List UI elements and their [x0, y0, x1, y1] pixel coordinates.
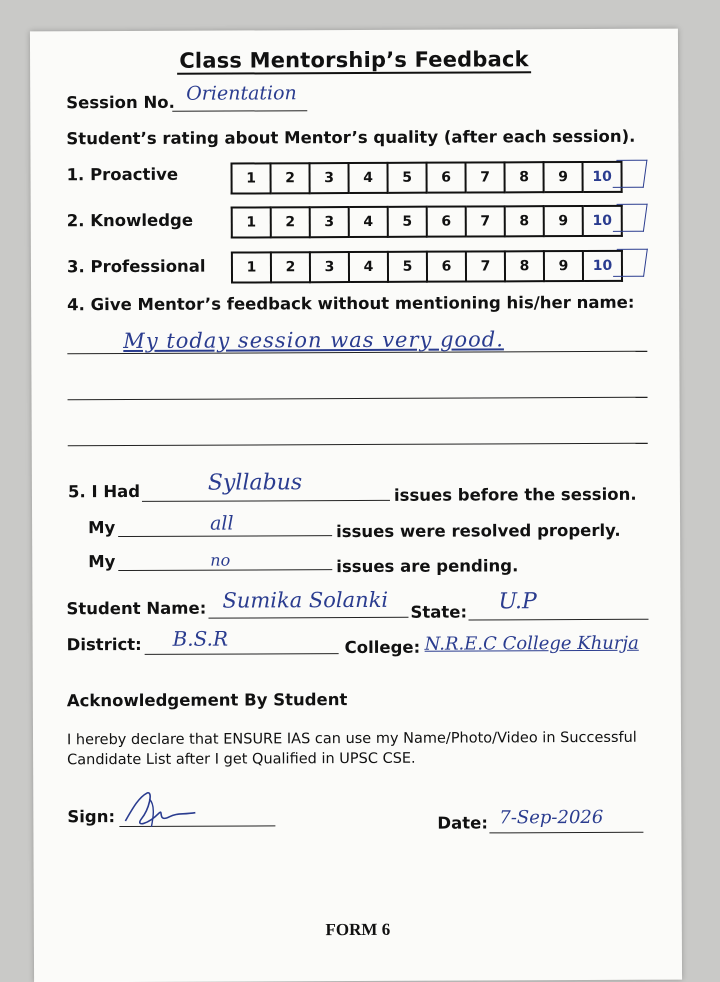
rating-cell-selected[interactable]: 10 — [583, 206, 622, 236]
rating-label-proactive: 1. Proactive — [66, 164, 179, 185]
issues-my1-line — [118, 535, 332, 537]
rating-label-knowledge: 2. Knowledge — [66, 210, 194, 231]
issues-had-line — [142, 500, 390, 502]
rating-cell[interactable]: 8 — [505, 206, 544, 236]
tick-mark-icon — [613, 204, 648, 232]
date-label: Date: — [437, 813, 488, 833]
state-label: State: — [410, 602, 468, 622]
rating-cell[interactable]: 1 — [232, 207, 271, 237]
date-line — [489, 832, 643, 834]
rating-cell[interactable]: 8 — [505, 251, 544, 281]
rating-cell[interactable]: 5 — [388, 207, 427, 237]
rating-cell[interactable]: 7 — [466, 251, 505, 281]
rating-cell[interactable]: 1 — [232, 252, 271, 282]
rating-cell[interactable]: 3 — [310, 163, 349, 193]
rating-cell[interactable]: 6 — [427, 163, 466, 193]
form-number: FORM 6 — [325, 919, 391, 940]
rating-label-professional: 3. Professional — [66, 256, 206, 277]
rating-scale-knowledge — [231, 205, 623, 239]
rating-cell[interactable]: 9 — [544, 162, 583, 192]
rating-scale-proactive — [231, 161, 623, 195]
ack-heading: Acknowledgement By Student — [66, 690, 348, 711]
rating-cell[interactable]: 4 — [349, 252, 388, 282]
college-label: College: — [344, 637, 421, 658]
state-value: U.P — [498, 589, 537, 615]
signature-icon — [119, 787, 199, 835]
rating-heading: Student’s rating about Mentor’s quality (after each session). — [66, 126, 636, 149]
student-name-value: Sumika Solanki — [222, 587, 389, 613]
issues-had-value: Syllabus — [207, 470, 303, 496]
rating-cell[interactable]: 7 — [466, 206, 505, 236]
rating-cell[interactable]: 8 — [505, 162, 544, 192]
rating-cell[interactable]: 2 — [271, 252, 310, 282]
ack-text-line1: I hereby declare that ENSURE IAS can use my Name/Photo/Video in Successful — [66, 729, 637, 749]
feedback-label: 4. Give Mentor’s feedback without mentioning his/her name: — [67, 292, 635, 315]
rating-cell[interactable]: 4 — [349, 207, 388, 237]
rating-cell[interactable]: 3 — [310, 252, 349, 282]
rating-cell[interactable]: 5 — [388, 252, 427, 282]
feedback-line-2 — [68, 397, 648, 401]
ack-text-line2: Candidate List after I get Qualified in UPSC CSE. — [67, 750, 416, 769]
rating-cell-selected[interactable]: 10 — [583, 251, 622, 281]
feedback-value: My today session was very good. — [123, 327, 504, 354]
rating-cell[interactable]: 6 — [427, 207, 466, 237]
session-line — [172, 110, 307, 112]
issues-my1-value: all — [210, 512, 234, 535]
district-value: B.S.R — [172, 626, 229, 651]
rating-scale-professional — [231, 250, 623, 284]
issues-my2-label: My — [88, 552, 116, 572]
form-title: Class Mentorship’s Feedback — [30, 47, 678, 74]
issues-my1-label: My — [88, 518, 116, 538]
rating-cell[interactable]: 5 — [388, 163, 427, 193]
issues-my1-suffix: issues were resolved properly. — [336, 520, 621, 542]
issues-had-suffix: issues before the session. — [393, 484, 637, 505]
district-label: District: — [66, 634, 142, 655]
rating-cell[interactable]: 2 — [271, 163, 310, 193]
session-label: Session No. — [66, 92, 175, 113]
tick-mark-icon — [613, 160, 648, 188]
rating-cell[interactable]: 6 — [427, 252, 466, 282]
session-value: Orientation — [186, 82, 297, 105]
rating-cell[interactable]: 4 — [349, 163, 388, 193]
rating-cell[interactable]: 3 — [310, 207, 349, 237]
rating-cell[interactable]: 7 — [466, 162, 505, 192]
rating-cell[interactable]: 2 — [271, 207, 310, 237]
state-line — [468, 619, 648, 621]
rating-cell-selected[interactable]: 10 — [583, 162, 622, 192]
student-name-label: Student Name: — [66, 598, 207, 619]
tick-mark-icon — [613, 249, 648, 277]
district-line — [145, 653, 339, 655]
student-name-line — [208, 617, 408, 619]
rating-cell[interactable]: 9 — [544, 206, 583, 236]
issues-my2-value: no — [210, 550, 231, 570]
rating-cell[interactable]: 9 — [544, 251, 583, 281]
college-value: N.R.E.C College Khurja — [424, 632, 639, 655]
sign-label: Sign: — [67, 807, 116, 827]
issues-had-label: 5. I Had — [67, 481, 141, 502]
feedback-line-3 — [68, 443, 648, 447]
issues-my2-suffix: issues are pending. — [336, 556, 519, 577]
date-value: 7-Sep-2026 — [499, 806, 604, 829]
feedback-form-sheet — [30, 29, 682, 982]
rating-cell[interactable]: 1 — [232, 163, 271, 193]
